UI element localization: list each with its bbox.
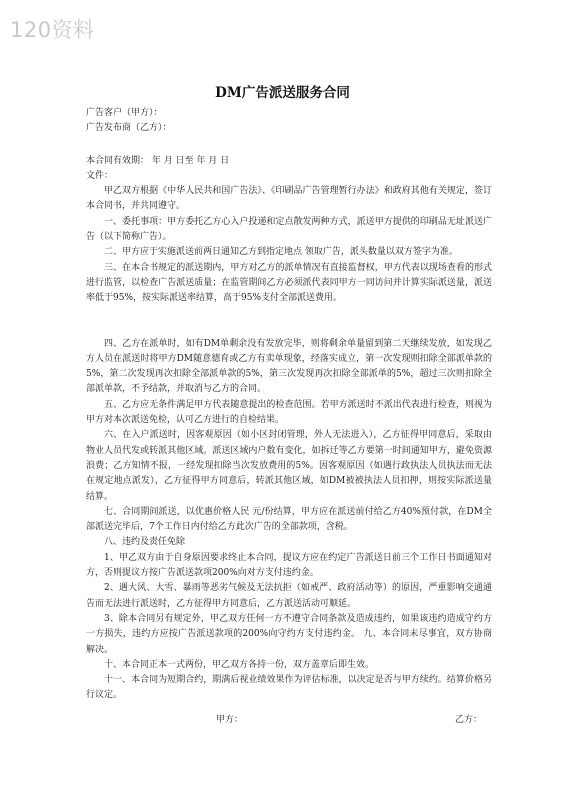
watermark-logo: 120资料	[10, 18, 95, 42]
clause-5-paragraph: 五、乙方应无条件满足甲方代表随意提出的检查范围。若甲方派送时不派出代表进行检查，则视为甲方对本次派送免检，认可乙方进行的自检结果。	[86, 399, 492, 426]
document-label: 文件：	[86, 170, 114, 181]
clause-4-paragraph: 四、乙方在派单时，如有DM单剩余没有发放完毕，则将剩余单量留到第二天继续发放，如发现乙方人员在派送时将甲方DM随意德育或乙方有卖单现象，经落实成立，第一次发现则扣除全部派单款的5%，第二次发现再次扣除全部派单款的5%，第三次发现再次扣除全部派单的5%，超过三次则扣除全部派单款，不予结款，并取消与乙方的合同。	[86, 338, 492, 395]
preamble-paragraph: 甲乙双方根据《中华人民共和国广告法》、《印刷品广告管理暂行办法》和政府其他有关规定，签订本合同书，并共同遵守。	[86, 186, 492, 212]
clause-8-item-2: 2、遇大风、大雪、暴雨等恶劣气候及无法抗拒（如戒严、政府活动等）的原因，严重影响交通通告而无法进行派送时，乙方征得甲方同意后，乙方派送活动可顺延。	[86, 583, 492, 609]
clause-3-paragraph: 三、在本合书规定的派送期内，甲方对乙方的派单情况有直接监督权，甲方代表以现场查看的形式进行监管，以检查广告派送质量；在监管期间乙方必须派代表同甲方一同访问并计算实际派送量，派送率低于95%，按实际派送率结算，高于95%支付全部派送费用。	[86, 262, 492, 304]
clause-11-paragraph: 十一、本合同为短期合约，期满后视业绩效果作为评估标准，以决定是否与甲方续约。结算价格另行议定。	[86, 675, 492, 701]
party-a-signature: 甲方：	[216, 715, 244, 725]
clause-6-paragraph: 六、在入户派送时，因客观原因（如小区封闭管理，外人无法进入），乙方征得甲同意后，采取由物业人员代发或转派其他区域。派送区域内户数有变化，如拆迁等乙方要第一时间通知甲方，避免资源浪费；乙方知情不报，一经发现扣除当次发放费用的5%。因客观原因（如遇行政执法人员执法而无法在规定地点派发），乙方征得甲方同意后，转派其他区域，如DM被被执法人员扣押，则按实际派送量结算。	[86, 430, 492, 502]
publisher-party-line: 广告发布商（乙方）：	[86, 123, 172, 134]
contract-title: DM广告派送服务合同	[215, 85, 350, 101]
clause-7-paragraph: 七、合同期间派送，以优惠价格人民 元/份结算，甲方应在派送前付给乙方40%预付款，在DM全部派送完毕后，7个工作日内付给乙方此次广告的全部款项，含税。	[86, 506, 492, 533]
clause-1-paragraph: 一、委托事项：甲方委托乙方心入户投递和定点散发两种方式，派送甲方提供的印刷品无址派送广告（以下简称广告）。	[86, 216, 492, 243]
party-b-signature: 乙方：	[455, 715, 483, 725]
clause-8-heading: 八、违约及责任免除	[104, 537, 186, 548]
clause-8-item-1: 1、甲乙双方由于自身原因要求终止本合同，提议方应在约定广告派送日前三个工作日书面通知对方，否则提议方按广告派送款项200%向对方支付违约金。	[86, 552, 492, 579]
customer-party-line: 广告客户（甲方）：	[86, 108, 163, 118]
validity-line: 本合同有效期： 年 月 日至 年 月 日	[86, 155, 230, 166]
clause-10-paragraph: 十、本合同正本一式两份，甲乙双方各持一份，双方盖章后即生效。	[104, 659, 375, 670]
clause-2-paragraph: 二、甲方应于实施派送前两日通知乙方到指定地点 领取广告，派头数量以双方签字为准。	[104, 247, 458, 258]
clause-8-item-3: 3、除本合同另有规定外，甲乙双方任何一方不遵守合同条款及造成违约，如果该违约造成守约方一方损失，违约方应按广告派送款项的200%向守约方支付违约金。 九、本合同未尽事宜，双方协商解决。	[86, 613, 492, 655]
contract-body	[86, 106, 492, 704]
